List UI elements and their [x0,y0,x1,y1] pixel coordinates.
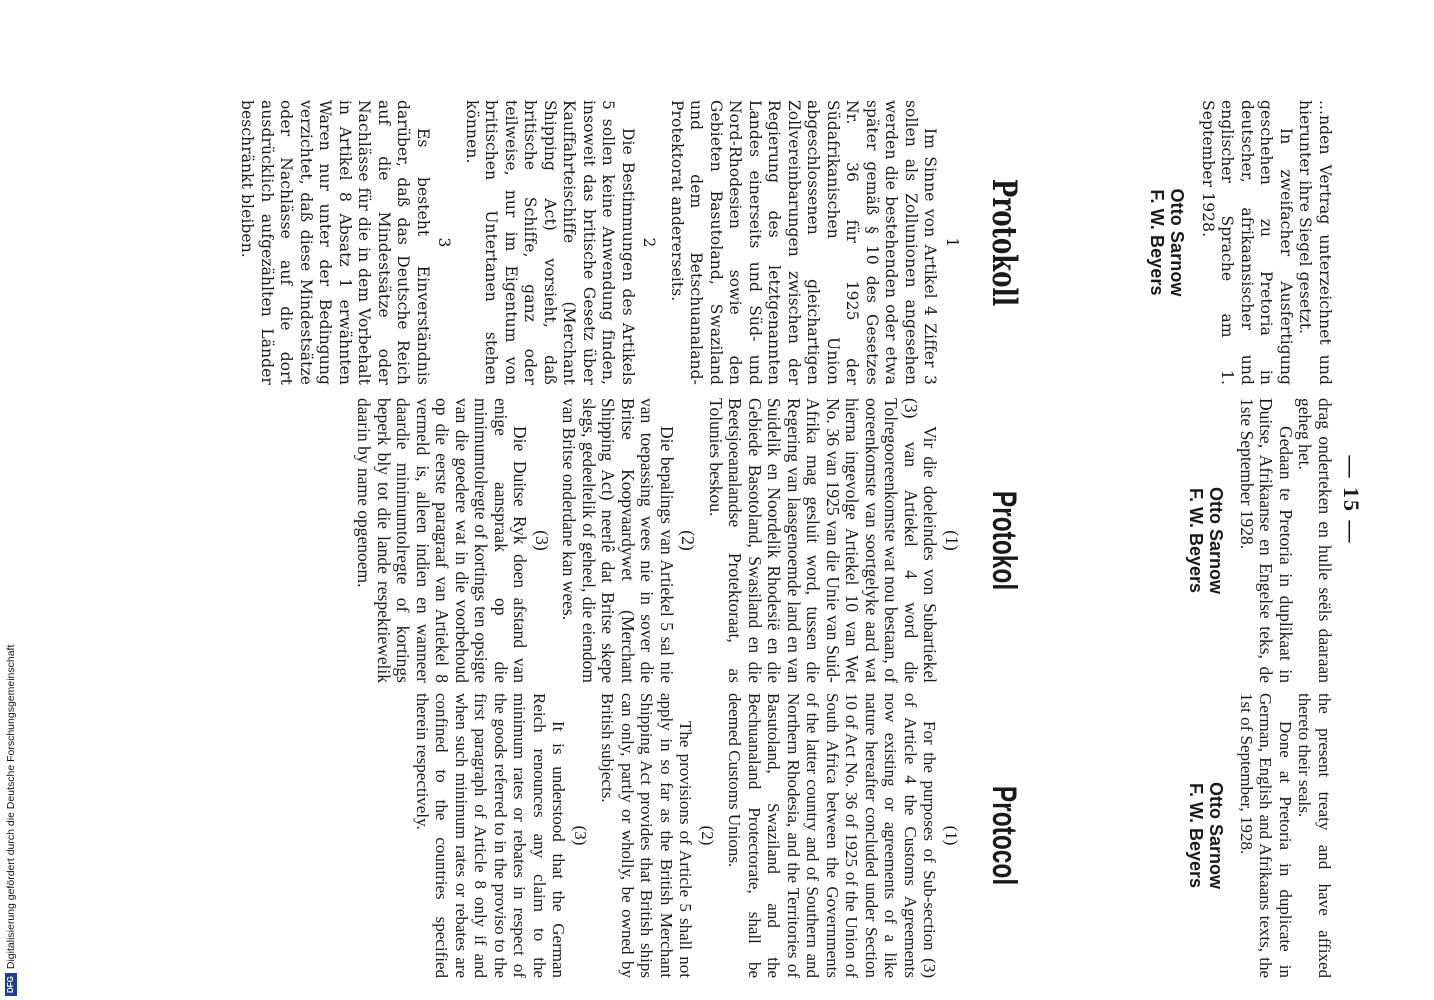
afrikaans-closing-block [1187,398,1335,683]
german-section-2-text: Die Bestimmungen des Artikels 5 sollen keine Anwendung finden, insoweit das britische Gesetz über Kauffahrteischiffe (Merchant Shipping Act) vorsieht, daß britische Schiffe, ganz oder teilweise, nur im Eigentum von britischen Untertanen stehen können. [463,100,637,385]
english-section-3-number: (3) [571,825,590,846]
afrikaans-section-2-number: (2) [678,530,699,551]
german-closing-block [1148,100,1335,385]
german-protocol-body [237,100,969,385]
english-section-2-number: (2) [698,825,717,846]
german-protocol-title: Protokoll [984,178,1024,307]
german-section-1-number: 1 [943,237,961,248]
afrikaans-section-3-text: Die Duitse Ryk doen afstand van enige aanspraak op die minimumtolregte of kortings ten opsigte van die goedere wat in die voorbehoud op die eerste paragraaf van Artiekel 8 vermeld is, alleen indien en wanneer daardie minimumtolregte of kortings beperk bly tot die lande respektiewelik daarin by name opgenoem. [354,398,531,683]
page-number: — 15 — [1339,455,1364,545]
afrikaans-closing-text: drag onderteken en hulle seëls daaraan geheg het. [1295,398,1335,683]
english-protocol-body [413,693,970,978]
german-section-2-number: 2 [640,237,659,248]
afrikaans-signatory-1: Otto Sarnow [1206,487,1227,594]
english-signatory-1: Otto Sarnow [1206,782,1227,889]
afrikaans-section-3-number: (3) [532,530,552,551]
english-section-1-text: For the purposes of Sub-section (3) of Article 4 the Customs Agreements now existing or agreements of a like nature hereafter concluded under Section 10 of Act No. 36 of 1925 of the Union of South Africa between the Governments of the latter country and of Southern and Northern Rhodesia, and the Territories of Basutoland, Swaziland and the Bechuanaland Protectorate, shall be deemed Customs Unions. [725,693,940,978]
digitization-sidebar [4,606,18,996]
afrikaans-section-1-text: Vir die doeleindes von Subartiekel (3) van Artiekel 4 word die Tolregooreenkomste wat nou bestaan, of ooreenkomste van soortgelyke aard wat hierna ingevolge Artiekel 10 van Wet No. 36 van 1925 van die Unie van Suid-Afrika mag gesluit word, tussen die Regering van laasgenoemde land en van Suidelik en Noordelik Rhodesië en die Gebiede Basotoland, Swasiland en die Beetsjoeanalandse Protektoraat, as Tolunies beskou. [706,398,941,683]
german-section-1-text: Im Sinne von Artikel 4 Ziffer 3 sollen als Zollunionen angesehen werden die bestehenden oder etwa später gemäß § 10 des Gesetzes Nr. 36 für 1925 der Südafrikanischen Union abgeschlossenen gleichartigen Zollvereinbarungen zwischen der Regierung des letztgenannten Landes einerseits und Süd- und Nord-Rhodesien sowie den Gebieten Basutoland, Swaziland und dem Betschuanaland-Protektorat andererseits. [668,100,940,385]
english-section-2-text: The provisions of Article 5 shall not apply in so far as the British Merchant Shipping Act provides that British ships can only, partly or wholly, be owned by British subjects. [598,693,696,978]
afrikaans-signatory-2: F. W. Beyers [1186,487,1207,594]
afrikaans-section-2-text: Die bepalings van Artiekel 5 sal nie van toepassing wees nie in sover die Britse Koopvaardywet (Merchant Shipping Act) neerlê dat Britse skepe slegs, gedeeltelik of geheel, die eiendom van Britse onderdane kan wees. [559,398,677,683]
german-section-3-text: Es besteht Einverständnis darüber, daß das Deutsche Reich auf die Mindestsätze oder Nachlässe für die in dem Vorbehalt in Artikel 8 Absatz 1 erwähnten Waren nur unter der Bedingung verzichtet, daß diese Mindestsätze oder Nachlässe auf die dort ausdrücklich aufgezählten Länder beschränkt bleiben. [238,100,432,385]
dfg-logo-icon: DFG [5,973,17,996]
german-section-3-number: 3 [435,237,454,248]
english-closing-block [1187,693,1335,978]
digitization-credit-text: Digitalisierung gefördert durch die Deutsche Forschungsgemeinschaft [5,644,17,970]
english-done-text: Done at Pretoria in duplicate in German, English and Afrikaans texts, the 1st of September, 1928. [1237,693,1295,978]
afrikaans-done-text: Gedaan te Pretoria in duplikaat in Duitse, Afrikaanse en Engelse teks, de 1ste September 1928. [1237,398,1296,683]
afrikaans-protocol-body [354,398,969,683]
digitization-credit [4,606,18,996]
english-section-1-number: (1) [942,825,961,846]
afrikaans-protocol-title: Protokol [985,490,1023,591]
english-protocol-title: Protocol [985,785,1023,886]
german-signatory-2: F. W. Beyers [1147,189,1168,296]
german-closing-text: ...nden Vertrag unterzeichnet und hierunter ihre Siegel gesetzt. [1296,100,1334,385]
english-closing-text: the present treaty and have affixed thereto their seals. [1295,693,1334,978]
english-signatory-2: F. W. Beyers [1186,782,1207,889]
german-done-text: In zweifacher Ausfertigung geschehen zu Pretoria in deutscher, afrikaansischer und englischer Sprache am 1. September 1928. [1199,100,1295,385]
english-section-3-text: It is understood that the German Reich renounces any claim to the minimum rates or rebates in respect of the goods referred to in the proviso to the first paragraph of Article 8 only if and when such minimum rates or rebates are confined to the countries specified therein respectively. [413,693,569,978]
german-signatory-1: Otto Sarnow [1167,188,1188,297]
afrikaans-section-1-number: (1) [942,530,962,551]
